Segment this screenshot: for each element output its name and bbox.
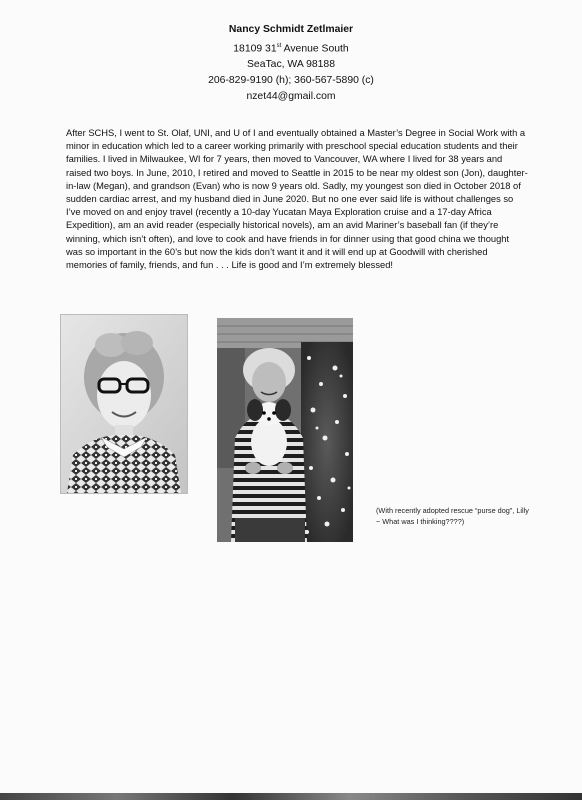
photo-caption [376,505,561,527]
phone-numbers: 206-829-9190 (h); 360-567-5890 (c) [208,75,374,87]
person-name: Nancy Schmidt Zetlmaier [228,24,354,35]
yearbook-portrait-photo [60,314,188,494]
address-line-1 [0,38,582,57]
street-name: Avenue South [281,43,349,55]
caption-line-2: ~ What was I thinking????) [376,517,465,526]
street-number: 18109 31 [233,43,277,55]
scanner-edge-artifact [0,793,582,800]
address-line-2: SeaTac, WA 98188 [247,59,335,71]
contact-header [0,22,582,105]
email-address: nzet44@gmail.com [246,91,336,103]
ordinal-suffix: st [276,43,282,49]
biography-paragraph: After SCHS, I went to St. Olaf, UNI, and U of I and eventually obtained a Master’s Degree in Social Work with a minor in education which led to a career working primarily with preschool special education students and their families. I lived in Milwaukee, WI for 7 years, then moved to Vancouver, WA where I lived for 38 years and raised two boys. In June, 2010, I retired and moved to Seattle in 2015 to be near my oldest son (Jon), daughter-in-law (Megan), and grandson (Evan) who is now 9 years old. Sadly, my youngest son died in October 2018 of sudden cardiac arrest, and my husband died in June 2020. But no one ever said life is without challenges so I’ve moved on and enjoy travel (recently a 10-day Yucatan Maya Exploration cruise and a 17-day Africa Expedition), am an avid reader (especially historical novels), am an avid Mariner’s baseball fan (if they’re winning, which isn’t often), and love to cook and have friends in for dinner using that good china we thought was so important in the 60’s but now the kids don’t want it and it will end up at Goodwill with cherished memories of family, friends, and fun . . . Life is good and I’m extremely blessed! [66,128,528,271]
recent-photo-with-dog [217,318,353,542]
caption-line-1: (With recently adopted rescue “purse dog”, Lilly [376,506,529,515]
